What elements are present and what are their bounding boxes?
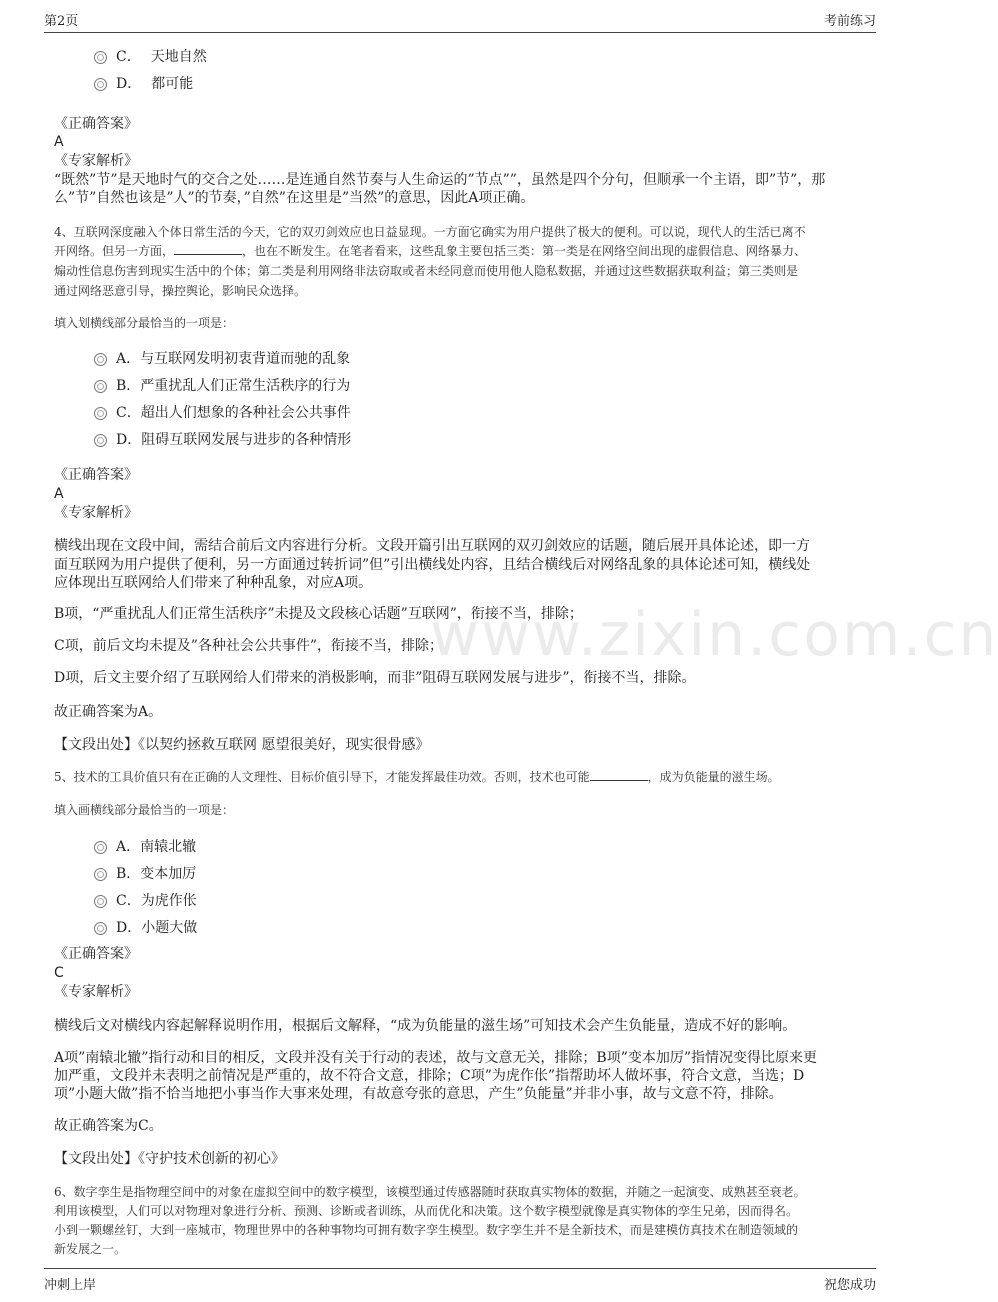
q4-option-d[interactable]: D． 阻碍互联网发展与进步的各种情形 bbox=[94, 429, 351, 449]
radio-icon[interactable] bbox=[94, 841, 107, 854]
header-title: 考前练习 bbox=[823, 14, 876, 29]
question-stem: 开网络。但另一方面， ，也在不断发生。在笔者看来，这些乱象主要包括三类：第一类是在网络空间出现的虚假信息、网络暴力、 bbox=[54, 244, 807, 258]
question-stem: 5、技术的工具价值只有在正确的人文理性、目标价值引导下，才能发挥最佳功效。否则，技术也可能 ，成为负能量的滋生场。 bbox=[54, 770, 780, 784]
q5-option-a[interactable]: A． 南辕北辙 bbox=[94, 836, 196, 856]
analysis-text: 应体现出互联网给人们带来了种种乱象，对应A项。 bbox=[54, 575, 373, 591]
analysis-text: B项，“严重扰乱人们正常生活秩序”未提及文段核心话题”互联网”，衔接不当，排除； bbox=[54, 606, 583, 622]
analysis-label: 《专家解析》 bbox=[54, 984, 138, 1000]
footer-left: 冲刺上岸 bbox=[44, 1278, 97, 1293]
question-stem: 6、数字孪生是指物理空间中的对象在虚拟空间中的数字模型，该模型通过传感器随时获取真实物体的数据，并随之一起演变、成熟甚至衰老。 bbox=[54, 1185, 806, 1199]
radio-icon[interactable] bbox=[94, 51, 107, 64]
radio-icon[interactable] bbox=[94, 895, 107, 908]
q5-option-c[interactable]: C． 为虎作伥 bbox=[94, 890, 197, 910]
question-stem: 小到一颗螺丝钉，大到一座城市，物理世界中的各种事物均可拥有数字孪生模型。数字孪生并不是全新技术，而是建模仿真技术在制造领域的 bbox=[54, 1223, 799, 1237]
question-stem: 利用该模型，人们可以对物理对象进行分析、预测、诊断或者训练，从而优化和决策。这个数字模型就像是真实物体的孪生兄弟，因而得名。 bbox=[54, 1204, 799, 1218]
answer-label: 《正确答案》 bbox=[54, 116, 138, 132]
q4-option-a[interactable]: A． 与互联网发明初衷背道而驰的乱象 bbox=[94, 348, 350, 368]
analysis-text: 加严重，文段并未表明之前情况是严重的，故不符合文意，排除；C项”为虎作伥”指帮助坏人做坏事，符合文意，当选；D bbox=[54, 1068, 805, 1084]
analysis-text: 横线出现在文段中间，需结合前后文内容进行分析。文段开篇引出互联网的双刃剑效应的话题，随后展开具体论述，即一方 bbox=[54, 538, 810, 554]
answer-value: C bbox=[54, 965, 64, 981]
answer-label: 《正确答案》 bbox=[54, 946, 138, 962]
radio-icon[interactable] bbox=[94, 380, 107, 393]
answer-value: A bbox=[54, 134, 64, 150]
answer-blank bbox=[174, 254, 242, 255]
q5-option-b[interactable]: B． 变本加厉 bbox=[94, 863, 196, 883]
analysis-text: A项”南辕北辙”指行动和目的相反，文段并没有关于行动的表述，故与文意无关，排除；B项”变本加厉”指情况变得比原来更 bbox=[54, 1050, 818, 1066]
answer-value: A bbox=[54, 486, 64, 502]
analysis-text: 项”小题大做”指不恰当地把小事当作大事来处理，有故意夸张的意思，产生”负能量”并非小事，故与文意不符，排除。 bbox=[54, 1086, 783, 1102]
source-citation: 【文段出处】《守护技术创新的初心》 bbox=[54, 1151, 285, 1167]
q3-option-d[interactable]: D． 都可能 bbox=[94, 73, 193, 93]
question-stem: 新发展之一。 bbox=[54, 1242, 127, 1256]
footer-right: 祝您成功 bbox=[823, 1278, 876, 1293]
page-footer bbox=[44, 1268, 876, 1293]
question-stem: 4、互联网深度融入个体日常生活的今天，它的双刃剑效应也日益显现。一方面它确实为用户提供了极大的便利。可以说，现代人的生活已离不 bbox=[54, 225, 806, 239]
radio-icon[interactable] bbox=[94, 407, 107, 420]
question-stem: 通过网络恶意引导，操控舆论，影响民众选择。 bbox=[54, 284, 307, 298]
q5-option-d[interactable]: D． 小题大做 bbox=[94, 917, 197, 937]
analysis-text: 横线后文对横线内容起解释说明作用，根据后文解释，“成为负能量的滋生场”可知技术会产生负能量，造成不好的影响。 bbox=[54, 1018, 797, 1034]
analysis-text: 故正确答案为C。 bbox=[54, 1118, 163, 1134]
question-prompt: 填入画横线部分最恰当的一项是： bbox=[54, 803, 235, 817]
radio-icon[interactable] bbox=[94, 78, 107, 91]
analysis-text: D项，后文主要介绍了互联网给人们带来的消极影响，而非”阻碍互联网发展与进步”，衔接不当，排除。 bbox=[54, 670, 696, 686]
analysis-text: “既然”节”是天地时气的交合之处……是连通自然节奏与人生命运的”节点””，虽然是四个分句，但顺承一个主语，即”节”，那 bbox=[54, 172, 826, 188]
radio-icon[interactable] bbox=[94, 353, 107, 366]
radio-icon[interactable] bbox=[94, 868, 107, 881]
q4-option-c[interactable]: C． 超出人们想象的各种社会公共事件 bbox=[94, 402, 351, 422]
analysis-text: 面互联网为用户提供了便利，另一方面通过转折词”但”引出横线处内容，且结合横线后对网络乱象的具体论述可知，横线处 bbox=[54, 557, 811, 573]
analysis-label: 《专家解析》 bbox=[54, 505, 138, 521]
page-number: 第2页 bbox=[44, 14, 79, 29]
question-stem: 煽动性信息伤害到现实生活中的个体；第二类是利用网络非法窃取或者未经同意而使用他人隐私数据，并通过这些数据获取利益；第三类则是 bbox=[54, 264, 799, 278]
radio-icon[interactable] bbox=[94, 434, 107, 447]
q3-option-c[interactable]: C． 天地自然 bbox=[94, 46, 207, 66]
answer-label: 《正确答案》 bbox=[54, 467, 138, 483]
radio-icon[interactable] bbox=[94, 922, 107, 935]
q4-option-b[interactable]: B． 严重扰乱人们正常生活秩序的行为 bbox=[94, 375, 350, 395]
answer-blank bbox=[590, 780, 648, 781]
analysis-text: C项，前后文均未提及”各种社会公共事件”，衔接不当，排除； bbox=[54, 638, 444, 654]
analysis-text: 么”节”自然也该是”人”的节奏，”自然”在这里是”当然”的意思，因此A项正确。 bbox=[54, 190, 535, 206]
source-citation: 【文段出处】《以契约拯救互联网 愿望很美好，现实很骨感》 bbox=[54, 737, 430, 753]
analysis-label: 《专家解析》 bbox=[54, 153, 138, 169]
question-prompt: 填入划横线部分最恰当的一项是： bbox=[54, 316, 235, 330]
analysis-text: 故正确答案为A。 bbox=[54, 704, 163, 720]
watermark: www.zixin.com.cn bbox=[430, 600, 998, 670]
page-header bbox=[44, 10, 876, 33]
